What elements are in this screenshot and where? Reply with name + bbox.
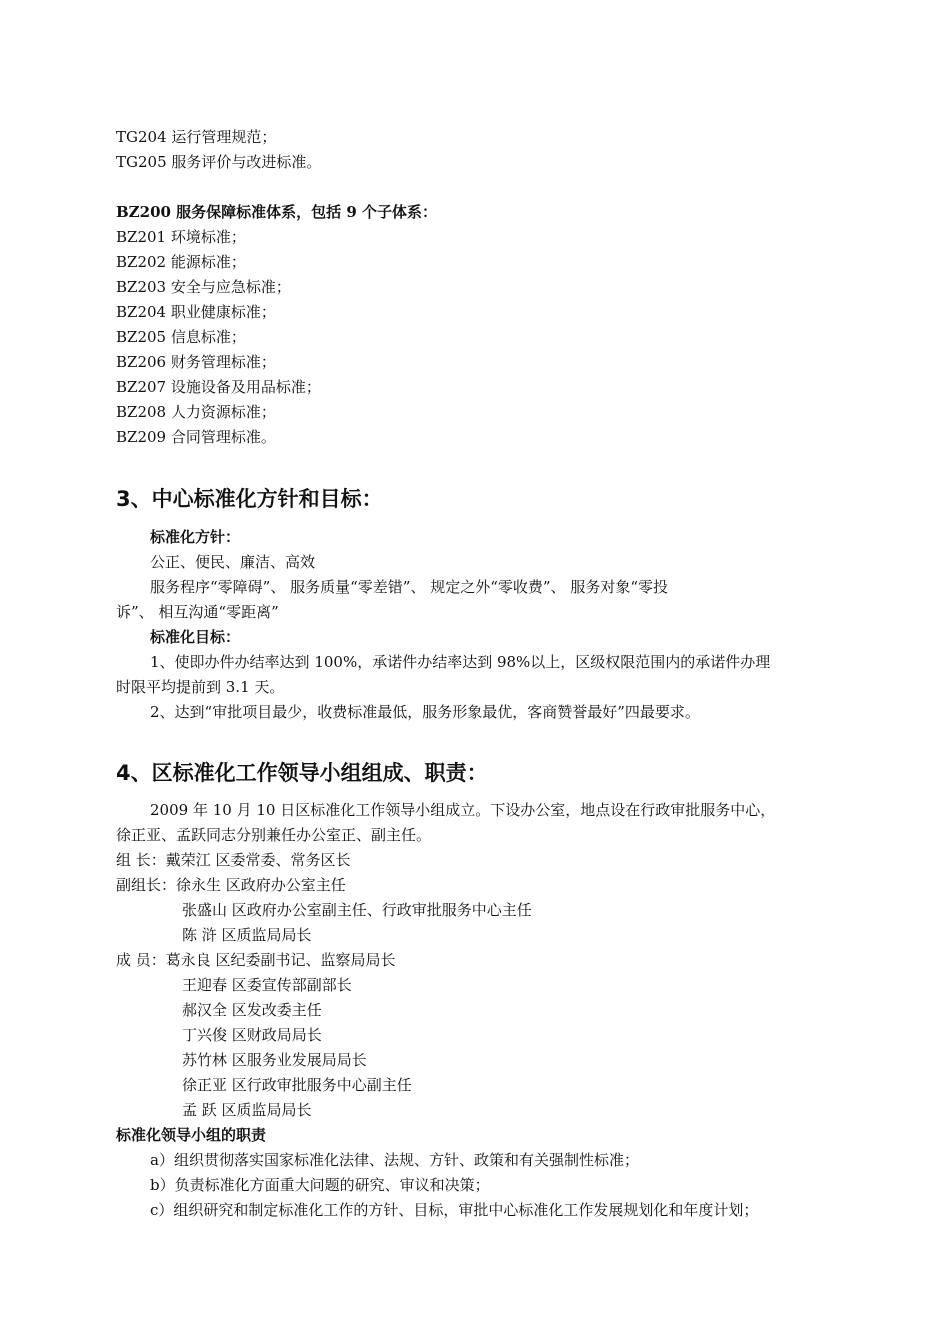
- bz-item: BZ208 人力资源标准；: [116, 403, 276, 421]
- bz-item: BZ207 设施设备及用品标准；: [116, 378, 321, 396]
- duty-item: c）组织研究和制定标准化工作的方针、目标，审批中心标准化工作发展规划化和年度计划；: [150, 1201, 759, 1219]
- goal-label: 标准化目标：: [150, 628, 241, 646]
- bz-item: BZ205 信息标准；: [116, 328, 246, 346]
- deputy-row: 副组长：徐永生 区政府办公室主任: [116, 876, 346, 894]
- bz-item: BZ209 合同管理标准。: [116, 428, 276, 446]
- tg-item: TG205 服务评价与改进标准。: [116, 153, 322, 171]
- tg-item: TG204 运行管理规范；: [116, 128, 277, 146]
- intro-text: 徐正亚、孟跃同志分别兼任办公室正、副主任。: [116, 826, 432, 844]
- duties-label: 标准化领导小组的职责: [116, 1126, 267, 1144]
- goal-text: 2、达到“审批项目最少，收费标准最低，服务形象最优，客商赞誉最好”四最要求。: [150, 703, 700, 721]
- member-row: 郝汉全 区发改委主任: [182, 1001, 322, 1019]
- policy-label: 标准化方针：: [150, 528, 241, 546]
- member-row: 王迎春 区委宣传部副部长: [182, 976, 352, 994]
- duty-item: b）负责标准化方面重大问题的研究、审议和决策；: [150, 1176, 490, 1194]
- policy-text: 公正、便民、廉洁、高效: [150, 553, 316, 571]
- member-row: 丁兴俊 区财政局局长: [182, 1026, 322, 1044]
- policy-text: 服务程序“零障碍”、 服务质量“零差错”、 规定之外“零收费”、 服务对象“零投: [150, 578, 668, 596]
- section3-title: 3、中心标准化方针和目标：: [116, 487, 383, 511]
- bz-heading: BZ200 服务保障标准体系，包括 9 个子体系：: [116, 203, 438, 221]
- policy-text: 诉”、 相互沟通“零距离”: [116, 603, 279, 621]
- bz-item: BZ201 环境标准；: [116, 228, 246, 246]
- deputy-row: 张盛山 区政府办公室副主任、行政审批服务中心主任: [182, 901, 532, 919]
- duty-item: a）组织贯彻落实国家标准化法律、法规、方针、政策和有关强制性标准；: [150, 1151, 639, 1169]
- bz-item: BZ204 职业健康标准；: [116, 303, 276, 321]
- member-row: 徐正亚 区行政审批服务中心副主任: [182, 1076, 412, 1094]
- member-row: 孟 跃 区质监局局长: [182, 1101, 312, 1119]
- section4-title: 4、区标准化工作领导小组组成、职责：: [116, 761, 488, 785]
- bz-item: BZ206 财务管理标准；: [116, 353, 276, 371]
- member-row: 成 员：葛永良 区纪委副书记、监察局局长: [116, 951, 396, 969]
- deputy-row: 陈 浒 区质监局局长: [182, 926, 312, 944]
- leader-row: 组 长：戴荣江 区委常委、常务区长: [116, 851, 351, 869]
- bz-item: BZ203 安全与应急标准；: [116, 278, 291, 296]
- bz-item: BZ202 能源标准；: [116, 253, 246, 271]
- goal-text: 1、使即办件办结率达到 100%，承诺件办结率达到 98%以上，区级权限范围内的承诺件办理: [150, 653, 771, 671]
- goal-text: 时限平均提前到 3.1 天。: [116, 678, 285, 696]
- intro-text: 2009 年 10 月 10 日区标准化工作领导小组成立。下设办公室，地点设在行政审批服务中心，: [150, 801, 776, 819]
- member-row: 苏竹林 区服务业发展局局长: [182, 1051, 367, 1069]
